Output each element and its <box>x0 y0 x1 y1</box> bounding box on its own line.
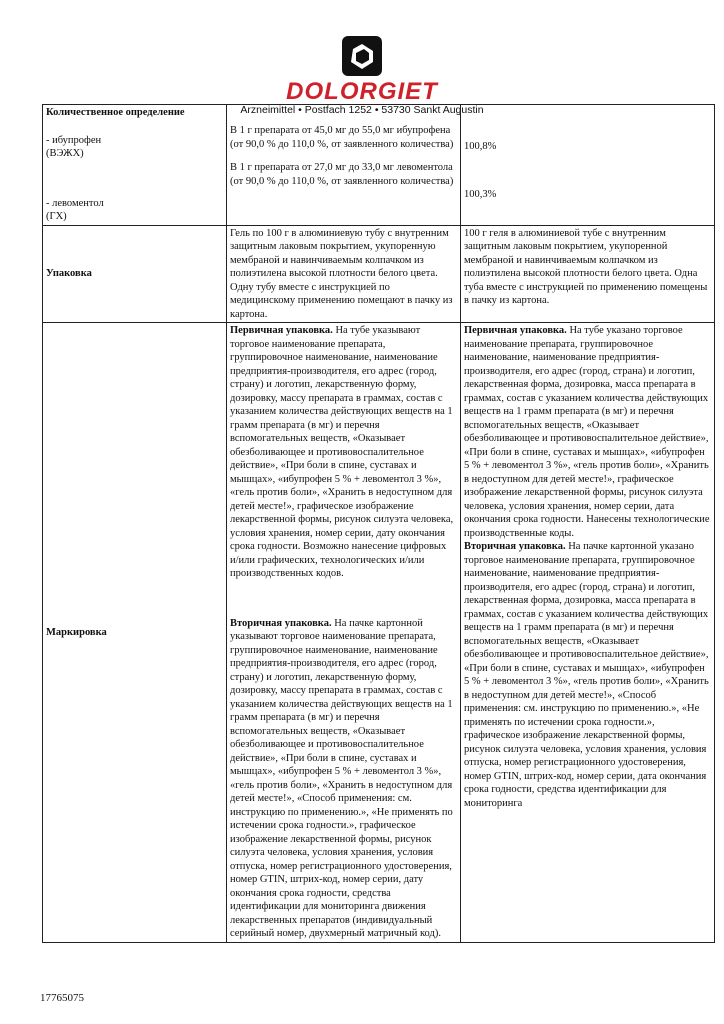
res-primary-title: Первичная упаковка. <box>464 325 567 336</box>
levomenthol-name: - левоментол <box>46 197 104 209</box>
packaging-result: 100 г геля в алюминиевой тубе с внутренним защитным лаковым покрытием, укупоренной мембраной и навинчиваемым колпачком из полиэтилена высокой плотности белого цвета. Одна туба вместе с инструкцией по применению помещены в пачку из картона. <box>461 225 715 323</box>
quant-results-cell <box>461 105 715 226</box>
quant-label-cell <box>43 105 227 226</box>
spec-primary-text: На тубе указывают торговое наименование препарата, группировочное наименование, наименование предприятия-производителя, его адрес (город, страну) и логотип, лекарственную форму, дозировку, массу препарата в граммах, состав с указанием количества действующих веществ на 1 грамм препарата (в мг) и перечня вспомогательных веществ, «Оказывает обезболивающее и противовоспалительное действие», «При боли в спине, суставах и мышцах», «ибупрофен 5 % + левоментол 3 %», «гель против боли», «Хранить в недоступном для детей месте!», графическое изображение лекарственной формы, рисунок силуэта человека, условия хранения, номер серии, дату окончания срока годности. Возможно нанесение цифровых и/или графических, технологических и/или производственных кодов. <box>230 325 454 579</box>
res-secondary-title: Вторичная упаковка. <box>464 541 566 552</box>
dolorgiet-logo-icon <box>342 36 382 76</box>
ibuprofen-result: 100,8% <box>464 141 497 152</box>
levomenthol-criterion: В 1 г препарата от 27,0 мг до 33,0 мг левоментола (от 90,0 % до 110,0 %, от заявленного количества) <box>230 162 454 187</box>
spec-table <box>42 104 715 943</box>
levomenthol-method: (ГХ) <box>46 211 67 222</box>
company-address: Arzneimittel • Postfach 1252 • 53730 Sankt Augustin <box>240 104 484 116</box>
ibuprofen-name: - ибупрофен <box>46 134 102 146</box>
packaging-spec: Гель по 100 г в алюминиевую тубу с внутренним защитным лаковым покрытием, укупоренную мембраной и навинчиваемым колпачком из полиэтилена высокой плотности белого цвета. Одну тубу вместе с инструкцией по медицинскому применению помещают в пачку из картона. <box>227 225 461 323</box>
table-row-quantitative <box>43 105 715 226</box>
spec-secondary-block <box>230 617 457 941</box>
quant-heading: Количественное определение <box>46 107 185 118</box>
spec-primary-block <box>230 324 457 581</box>
packaging-label: Упаковка <box>43 225 227 323</box>
marking-spec-cell <box>227 323 461 943</box>
spec-primary-title: Первичная упаковка. <box>230 325 333 336</box>
res-secondary-block <box>464 540 711 810</box>
spec-secondary-text: На пачке картонной указывают торговое наименование препарата, группировочное наименование, наименование предприятия-производителя, его адрес (город, страну) и логотип, лекарственную форму, дозировку, массу препарата в граммах, состав с указанием количества действующих веществ на 1 грамм препарата (в мг) и перечня вспомогательных веществ, «Оказывает обезболивающее и противовоспалительное действие», «При боли в спине, суставах и мышцах», «ибупрофен 5 % + левоментол 3 %», «гель против боли», «Хранить в недоступном для детей месте!», «Способ применения: см. инструкцию по применению.», «Не применять по истечении срока годности.», графическое изображение лекарственной формы, рисунок силуэта человека, условия хранения, условия отпуска, номер регистрационного удостоверения, номер GTIN, штрих-код, номер серии, дату окончания срока годности, средства идентификации для мониторинга движения лекарственных препаратов (индивидуальный серийный номер, двухмерный матричный код). <box>230 617 453 939</box>
quant-criteria-cell <box>227 105 461 226</box>
table-row-packaging <box>43 225 715 323</box>
res-primary-block <box>464 324 711 540</box>
brand-name: DOLORGIET <box>286 78 438 105</box>
ibuprofen-criterion: В 1 г препарата от 45,0 мг до 55,0 мг ибупрофена (от 90,0 % до 110,0 %, от заявленного количества) <box>230 125 454 150</box>
document-code: 17765075 <box>40 992 84 1004</box>
marking-label: Маркировка <box>43 323 227 943</box>
res-secondary-text: На пачке картонной указано торговое наименование препарата, группировочное наименование, наименование предприятия-производителя, его адрес (город, страна) и логотип, лекарственная форма, дозировка, масса препарата в граммах, состав с указанием количества действующих веществ на 1 грамм препарата (в мг) и перечня вспомогательных веществ, «Оказывает обезболивающее и противовоспалительное действие», «При боли в спине, суставах и мышцах», «ибупрофен 5 % + левоментол 3 %», «гель против боли», «Хранить в недоступном для детей месте!», «Способ применения: см. инструкцию по применению.», «Не применять по истечении срока годности.», графическое изображение лекарственной формы, рисунок силуэта человека, условия хранения, условия отпуска, номер регистрационного удостоверения, номер GTIN, штрих-код, номер серии, дата окончания срока годности, средства идентификации для мониторинга <box>464 541 709 809</box>
res-primary-text: На тубе указано торговое наименование препарата, группировочное наименование, наименование предприятия-производителя, его адрес (город, страна) и логотип, лекарственная форма, дозировка, масса препарата в граммах, состав с указанием количества действующих веществ на 1 грамм препарата (в мг) и перечня вспомогательных веществ, «Оказывает обезболивающее и противовоспалительное действие», «При боли в спине, суставах и мышцах», «ибупрофен 5 % + левоментол 3 %», «гель против боли», «Хранить в недоступном для детей месте!», графическое изображение лекарственной формы, рисунок силуэта человека, условия хранения, номер серии, дата окончания срока годности. Нанесены технологические производственные коды. <box>464 325 710 539</box>
ibuprofen-method: (ВЭЖХ) <box>46 148 84 159</box>
table-row-marking <box>43 323 715 943</box>
marking-result-cell <box>461 323 715 943</box>
levomenthol-result: 100,3% <box>464 188 497 200</box>
spec-secondary-title: Вторичная упаковка. <box>230 617 332 629</box>
